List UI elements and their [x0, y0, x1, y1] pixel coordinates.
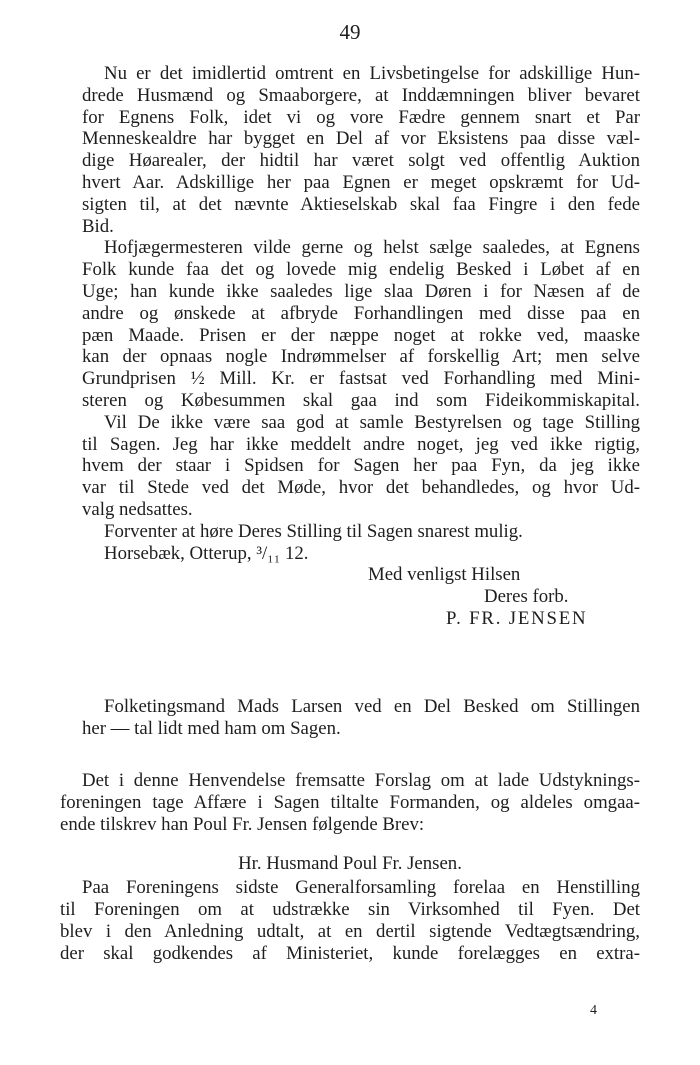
letter-1: [82, 63, 640, 630]
text-line: der skal godkendes af Ministeriet, kunde forelægges en extra-: [60, 942, 640, 964]
text-line: Paa Foreningens sidste Generalforsamling forelaa en Henstilling: [82, 877, 640, 899]
text-line: Grundprisen ½ Mill. Kr. er fastsat ved Forhandling med Mini-: [82, 368, 640, 390]
narrative-and-letter-2: [60, 770, 640, 964]
text-line: drede Husmænd og Smaaborgere, at Inddæmningen bliver bevaret: [82, 84, 640, 106]
text-line: for Egnens Folk, idet vi og vore Fædre gennem snart et Par: [82, 106, 640, 128]
text-line: valg nedsattes.: [82, 498, 193, 520]
text-line: Hofjægermesteren vilde gerne og helst sælge saaledes, at Egnens: [104, 237, 640, 259]
text-line: Vil De ikke være saa god at samle Bestyrelsen og tage Stilling: [104, 411, 640, 433]
closing-request: Forventer at høre Deres Stilling til Sagen snarest mulig.: [104, 520, 523, 542]
sign-off: Med venligst Hilsen: [368, 564, 521, 586]
letter-1-paragraph-3: [82, 412, 640, 521]
text-line: dige Høarealer, der hidtil har været solgt ved offentlig Auktion: [82, 150, 640, 172]
text-line: hvem der staar i Spidsen for Sagen her paa Fyn, da jeg ikke: [82, 455, 640, 477]
text-line: Det i denne Henvendelse fremsatte Forslag om at lade Udstyknings-: [82, 770, 640, 791]
text-line: Nu er det imidlertid omtrent en Livsbetingelse for adskillige Hun-: [104, 63, 640, 84]
text-line: var til Stede ved det Møde, hvor det behandledes, og hvor Ud-: [82, 477, 640, 499]
text-line: blev i den Anledning udtalt, at en dertil sigtende Vedtægtsændring,: [60, 920, 640, 942]
text-line: andre og ønskede at afbryde Forhandlingen med disse paa en: [82, 302, 640, 324]
text-line: Bid.: [82, 215, 114, 237]
text-line: steren og Købesummen skal gaa ind som Fideikommiskapital.: [82, 389, 640, 411]
place-date: Horsebæk, Otterup, ³/₁₁ 12.: [104, 542, 309, 564]
text-line: Uge; han kunde ikke saaledes lige slaa Døren i for Næsen af de: [82, 280, 640, 302]
letter-1-paragraph-2: [82, 237, 640, 411]
text-line: sigten til, at det nævnte Aktieselskab skal faa Fingre i den fede: [82, 193, 640, 215]
text-line: Menneskealdre har bygget en Del af vor Eksistens paa disse væl-: [82, 128, 640, 150]
postscript: [82, 696, 640, 740]
text-line: hvert Aar. Adskillige her paa Egnen er meget opskræmt for Ud-: [82, 171, 640, 193]
signature: P. FR. JENSEN: [446, 607, 588, 629]
text-line: til Foreningen om at udstrække sin Virksomhed til Fyen. Det: [60, 898, 640, 920]
text-line: kan der opnaas nogle Indrømmelser af forskellig Art; men selve: [82, 346, 640, 368]
text-line: foreningen tage Affære i Sagen tiltalte Formanden, og aldeles omgaa-: [60, 791, 640, 813]
letter-2-paragraph-1: [60, 877, 640, 964]
sign-off-2: Deres forb.: [484, 586, 569, 608]
text-line: til Sagen. Jeg har ikke meddelt andre noget, jeg ved ikke rigtig,: [82, 433, 640, 455]
letter-2-greeting: Hr. Husmand Poul Fr. Jensen.: [238, 853, 462, 875]
text-line: Folketingsmand Mads Larsen ved en Del Besked om Stillingen: [104, 696, 640, 717]
page-number: 49: [339, 20, 361, 44]
narrative-paragraph: [60, 770, 640, 835]
text-line: her — tal lidt med ham om Sagen.: [82, 717, 341, 739]
signature-mark: 4: [590, 1003, 597, 1018]
text-line: Folk kunde faa det og lovede mig endelig Besked i Løbet af en: [82, 259, 640, 281]
letter-1-paragraph-1: [82, 63, 640, 237]
text-line: pæn Maade. Prisen er der næppe noget at rokke ved, maaske: [82, 324, 640, 346]
text-line: ende tilskrev han Poul Fr. Jensen følgende Brev:: [60, 813, 425, 835]
